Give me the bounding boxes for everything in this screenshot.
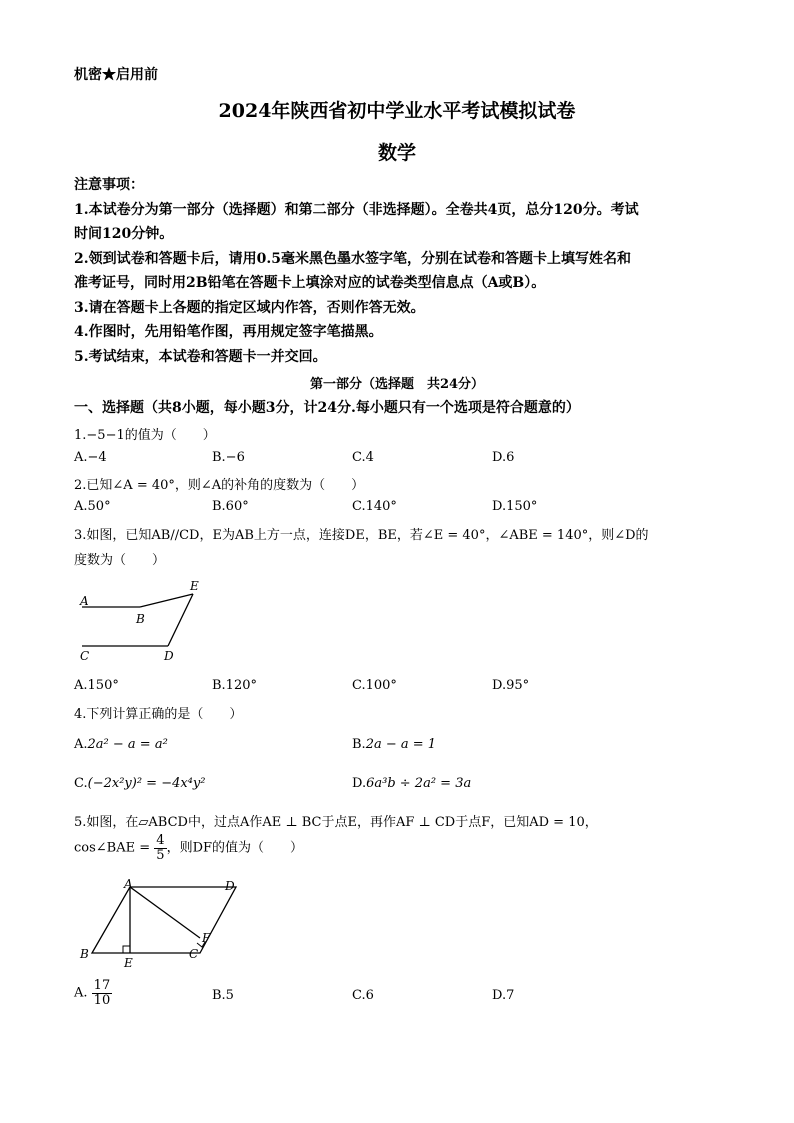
q3-figure	[70, 578, 210, 664]
q5-option-b: B.5	[212, 988, 234, 1003]
q5-option-d: D.7	[492, 988, 515, 1003]
note-1-line-2: 时间120分钟。	[74, 226, 174, 242]
point-a-label: A	[80, 594, 89, 608]
point-d-label: D	[225, 879, 235, 893]
q2-option-a: A.50°	[74, 499, 111, 514]
q2-stem: 2.已知∠A = 40°，则∠A的补角的度数为（ ）	[74, 478, 365, 493]
q2-option-d: D.150°	[492, 499, 538, 514]
q3-option-c: C.100°	[352, 678, 397, 693]
q3-option-b: B.120°	[212, 678, 257, 693]
point-a-label: A	[124, 878, 133, 891]
q5-option-a-fraction	[92, 979, 113, 1007]
confidential-label: 机密★启用前	[74, 67, 158, 83]
q1-option-d: D.6	[492, 450, 515, 465]
q5-cos-label: cos∠BAE =	[74, 840, 151, 856]
q4-option-d-letter: D.	[352, 776, 367, 791]
point-d-label: D	[164, 649, 174, 663]
point-c-label: C	[189, 947, 199, 961]
q4-stem: 4.下列计算正确的是（ ）	[74, 707, 243, 722]
q5-option-a	[74, 979, 112, 1007]
note-3: 3.请在答题卡上各题的指定区域内作答，否则作答无效。	[74, 300, 425, 316]
q4-option-c-letter: C.	[74, 776, 88, 791]
subject-title: 数学	[377, 142, 416, 164]
point-b-label: B	[80, 947, 89, 961]
q3-stem-line-1: 3.如图，已知AB//CD，E为AB上方一点，连接DE，BE，若∠E = 40°，∠ABE = 140°，则∠D的	[74, 528, 649, 543]
q5-option-a-numerator: 17	[93, 978, 111, 993]
q1-stem: 1.−5−1的值为（ ）	[74, 428, 216, 443]
q5-cos-fraction	[154, 834, 166, 862]
q4-option-b-letter: B.	[352, 737, 366, 752]
notes-heading: 注意事项：	[74, 177, 144, 193]
q4-option-b-expr: 2a − a = 1	[365, 737, 437, 752]
point-e-label: E	[190, 579, 199, 593]
segment-ed	[168, 594, 193, 646]
note-2-line-1: 2.领到试卷和答题卡后，请用0.5毫米黑色墨水签字笔，分别在试卷和答题卡上填写姓名和	[74, 251, 631, 267]
q4-option-a-letter: A.	[74, 737, 88, 752]
point-e-label: E	[124, 956, 133, 970]
segment-be	[140, 594, 193, 607]
note-5: 5.考试结束，本试卷和答题卡一并交回。	[74, 349, 327, 365]
q4-option-d	[352, 776, 471, 791]
point-b-label: B	[136, 612, 145, 626]
q5-cos-numerator: 4	[156, 833, 165, 848]
note-4: 4.作图时，先用铅笔作图，再用规定签字笔描黑。	[74, 324, 383, 340]
point-c-label: C	[80, 649, 90, 663]
q4-option-b	[352, 737, 436, 752]
q2-option-c: C.140°	[352, 499, 397, 514]
q5-stem-line-1: 5.如图，在▱ABCD中，过点A作AE ⊥ BC于点E，再作AF ⊥ CD于点F，已知AD = 10，	[74, 815, 598, 830]
q1-option-a: A.−4	[74, 450, 107, 465]
note-2-line-2: 准考证号，同时用2B铅笔在答题卡上填涂对应的试卷类型信息点（A或B）。	[74, 275, 546, 291]
q1-option-c: C.4	[352, 450, 374, 465]
q5-option-c: C.6	[352, 988, 374, 1003]
q4-option-c-expr: (−2x²y)² = −4x⁴y²	[87, 776, 206, 791]
q5-cos-denominator: 5	[156, 847, 165, 863]
q5-figure	[74, 878, 244, 970]
q4-option-d-expr: 6a³b ÷ 2a² = 3a	[366, 776, 472, 791]
parallelogram-abcd	[92, 887, 236, 953]
q3-option-a: A.150°	[74, 678, 119, 693]
q1-option-b: B.−6	[212, 450, 245, 465]
exam-title: 2024年陕西省初中学业水平考试模拟试卷	[218, 100, 576, 122]
q5-stem-line-2	[74, 834, 303, 862]
q3-stem-line-2: 度数为（ ）	[74, 553, 166, 568]
q2-option-b: B.60°	[212, 499, 249, 514]
right-angle-mark-e	[123, 946, 130, 953]
q4-option-a	[74, 737, 168, 752]
q5-option-a-denominator: 10	[93, 992, 111, 1008]
segment-af	[130, 887, 200, 938]
q5-stem-tail: ，则DF的值为（ ）	[166, 840, 304, 856]
part1-title: 第一部分（选择题 共24分）	[309, 377, 485, 392]
section-heading: 一、选择题（共8小题，每小题3分，计24分.每小题只有一个选项是符合题意的）	[74, 400, 580, 416]
q5-option-a-letter: A.	[74, 985, 88, 1001]
q4-option-c	[74, 776, 205, 791]
q4-option-a-expr: 2a² − a = a²	[87, 737, 168, 752]
note-1-line-1: 1.本试卷分为第一部分（选择题）和第二部分（非选择题）。全卷共4页，总分120分。考试	[74, 202, 639, 218]
point-f-label: F	[202, 931, 211, 945]
q3-option-d: D.95°	[492, 678, 530, 693]
